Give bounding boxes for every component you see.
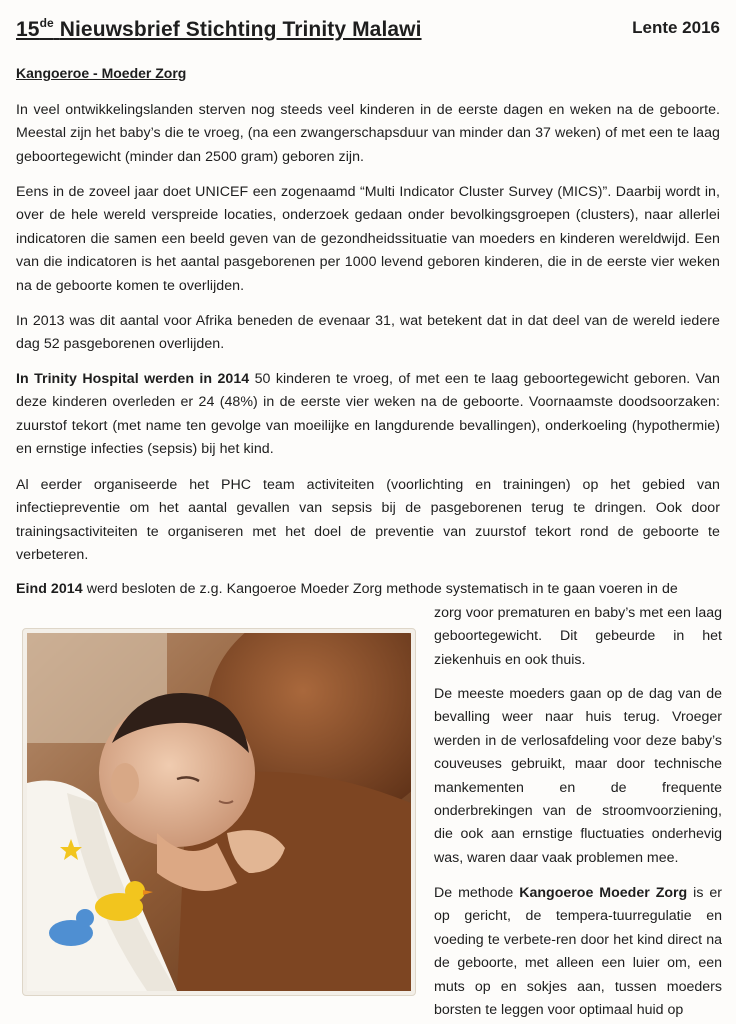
title-text: Nieuwsbrief Stichting Trinity Malawi	[59, 18, 422, 41]
paragraph-eind-2014-continued: zorg voor prematuren en baby’s met een laag geboortegewicht. Dit gebeurde in het ziekenhuis en ook thuis.	[434, 605, 722, 668]
trinity-2014-body: 50 kinderen te vroeg, of met een te laag geboortegewicht geboren. Van deze kinderen overleden er 24 (48%) in de eerste vier weken na de geboorte. Voornaamste doodsoorzaken: zuurstof tekort (met name ten gevolge van moeilijke en langdurende bevallingen), onderkoeling (hypothermie) en ernstige infecties (sepsis) bij het kind.	[16, 371, 720, 458]
paragraph-africa-2013: In 2013 was dit aantal voor Afrika beneden de evenaar 31, wat betekent dat in dat deel van de wereld iedere dag 52 pasgeborenen overlijden.	[16, 313, 720, 353]
eind-2014-body: werd besloten de z.g. Kangoeroe Moeder Zorg methode systematisch in te gaan voeren in de	[82, 581, 678, 597]
kangaroo-care-photo	[22, 628, 416, 996]
season-label: Lente 2016	[632, 18, 720, 37]
paragraph-intro: In veel ontwikkelingslanden sterven nog steeds veel kinderen in de eerste dagen en weken na de geboorte. Meestal zijn het baby’s die te vroeg, (na een zwangerschapsduur van minder dan 37 weken) of met een te laag geboortegewicht (minder dan 2500 gram) geboren zijn.	[16, 102, 720, 165]
trinity-2014-lead: In Trinity Hospital werden in 2014	[16, 371, 250, 387]
newsletter-header	[16, 16, 720, 44]
paragraph-mics: Eens in de zoveel jaar doet UNICEF een zogenaamd “Multi Indicator Cluster Survey (MICS)”. Daarbij wordt in, over de hele wereld verspreide locaties, onderzoek gedaan onder bevolkingsgroepen (clusters), naar allerlei indicatoren die samen een beeld geven van de gezondheidssituatie van moeders en kinderen wereldwijd. Een van die indicatoren is het aantal pasgeborenen per 1000 levend geboren kinderen, die in de eerste vier weken na de geboorte komen te overlijden.	[16, 184, 720, 294]
kangaroo-method-name: Kangoeroe Moeder Zorg	[519, 885, 688, 901]
paragraph-incubators: De meeste moeders gaan op de dag van de bevalling weer naar huis terug. Vroeger werden in de verlosafdeling voor deze baby’s couveuses gebruikt, maar door technische mankementen en de frequente onderbrekingen van de stroomvoorziening, die ook aan ernstige fluctuaties onderhevig was, waren daar vaak problemen mee.	[434, 686, 722, 866]
kangaroo-method-pre: De methode	[434, 885, 520, 901]
section-title: Kangoeroe - Moeder Zorg	[16, 65, 187, 81]
newsletter-title	[16, 16, 422, 42]
issue-suffix: de	[39, 16, 54, 30]
issue-number: 15	[16, 18, 40, 41]
paragraph-trinity-2014	[16, 368, 720, 462]
paragraph-eind-2014	[16, 578, 720, 601]
kangaroo-method-body: is er op gericht, de tempera-tuurregulatie en voeding te verbete-ren door het kind direct na de geboorte, met alleen een luier om, een muts op en sokjes aan, tussen moeders borsten te leggen voor optimaal huid op	[434, 885, 722, 1019]
baby-ear	[111, 763, 139, 803]
paragraph-phc-team: Al eerder organiseerde het PHC team activiteiten (voorlichting en trainingen) op het gebied van infectiepreventie om het aantal gevallen van sepsis bij de pasgeborenen terug te dringen. Ook door trainingsactiviteiten te organiseren met het doel de preventie van zuurstof tekort rond de geboorte te verbeteren.	[16, 477, 720, 564]
mother-baby-illustration	[27, 633, 411, 991]
eind-2014-lead: Eind 2014	[16, 581, 83, 597]
paragraph-kangaroo-method	[434, 882, 722, 1022]
